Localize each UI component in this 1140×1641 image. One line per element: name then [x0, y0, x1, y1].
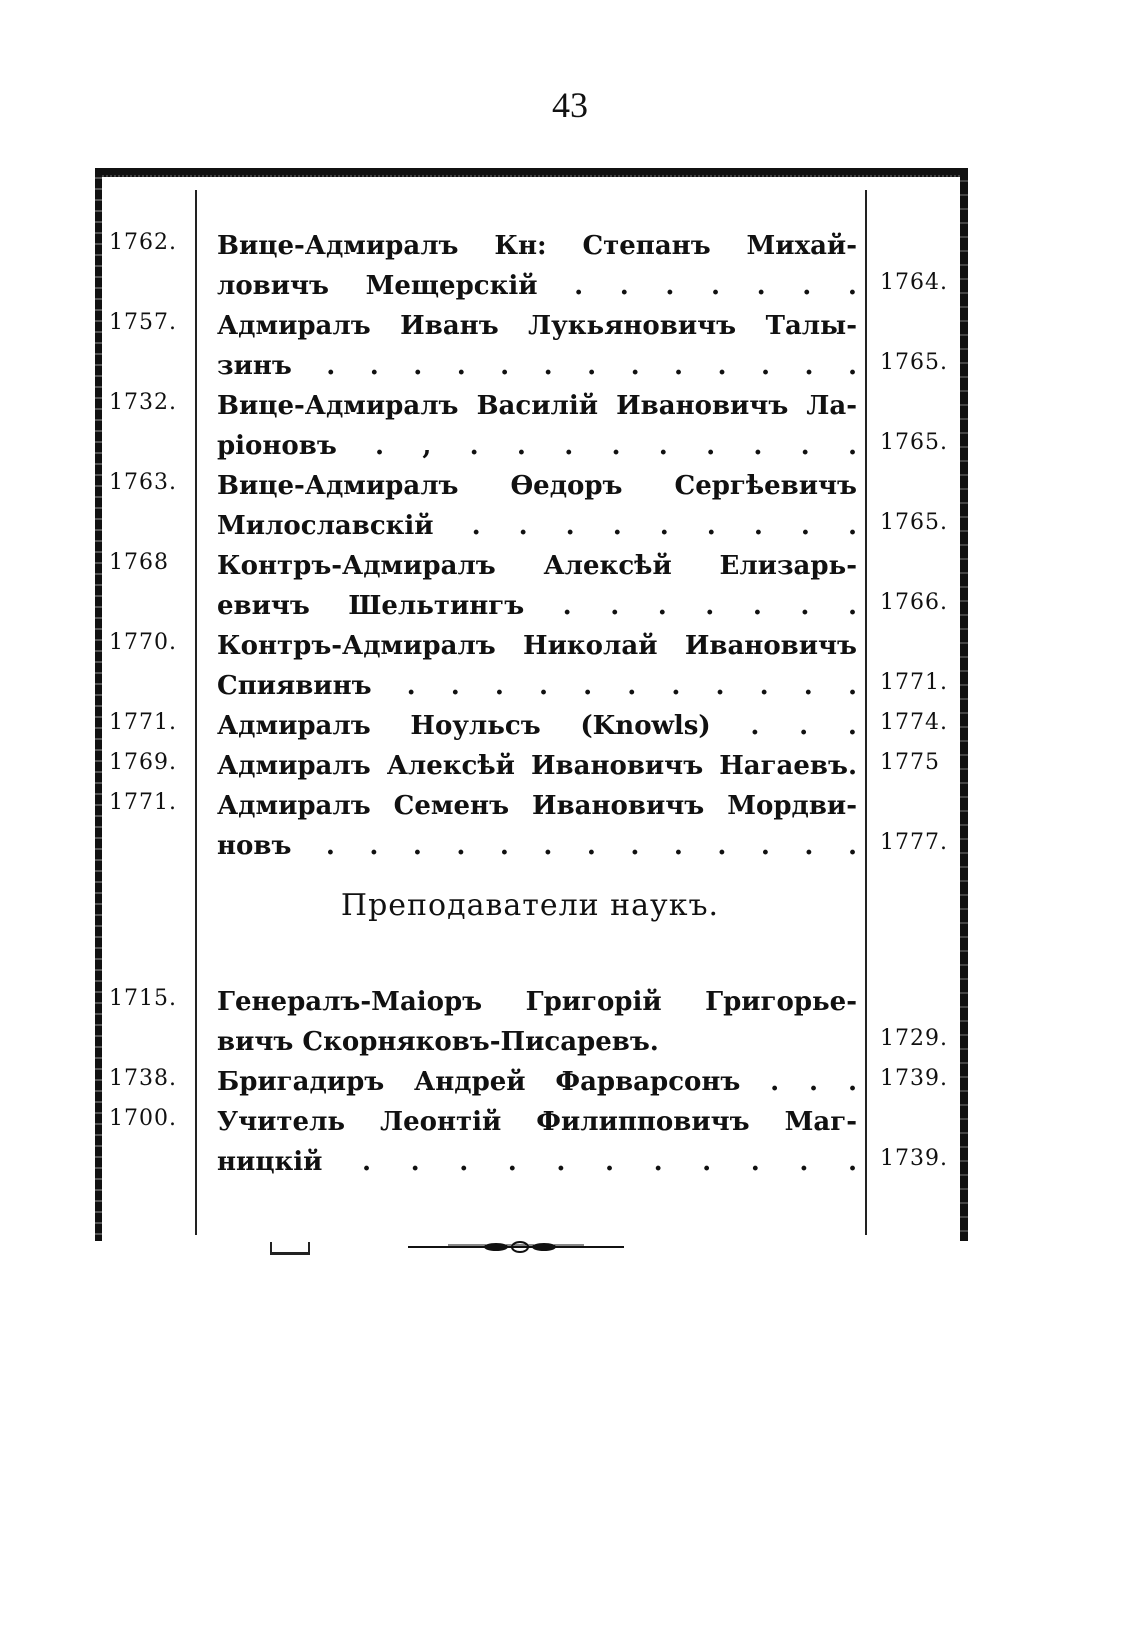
end-year: 1739. — [880, 1146, 948, 1171]
bracket-mark — [270, 1242, 310, 1255]
entry-text-line: Генералъ-Маіоръ Григорій Григорье- — [217, 987, 857, 1017]
top-border-rule — [95, 168, 968, 177]
entry-text-line: Вице-Адмиралъ Василій Ивановичъ Ла- — [217, 391, 857, 421]
entry-text-line: Спиявинъ . . . . . . . . . . . — [217, 671, 857, 701]
admirals-list — [95, 230, 968, 870]
entry-text-line: Бригадиръ Андрей Фарварсонъ . . . — [217, 1067, 857, 1097]
start-year: 1770. — [109, 630, 177, 655]
entry-text-line: Учитель Леонтій Филипповичъ Маг- — [217, 1107, 857, 1137]
entry-text-line: вичъ Скорняковъ-Писаревъ. — [217, 1027, 659, 1057]
end-year: 1765. — [880, 510, 948, 535]
entry-text-line: Адмиралъ Семенъ Ивановичъ Мордви- — [217, 791, 857, 821]
entry-text-line: Вице-Адмиралъ Кн: Степанъ Михай- — [217, 231, 857, 261]
entry-text-line: Вице-Адмиралъ Өедоръ Сергѣевичъ — [217, 471, 857, 501]
end-year: 1729. — [880, 1026, 948, 1051]
list-item — [95, 790, 968, 870]
section-heading: Преподаватели наукъ. — [340, 888, 720, 923]
list-item — [95, 630, 968, 710]
entry-text-line: Адмиралъ Иванъ Лукьяновичъ Талы- — [217, 311, 857, 341]
teachers-list — [95, 986, 968, 1186]
start-year: 1762. — [109, 230, 177, 255]
entry-text-line: ловичъ Мещерскій . . . . . . . — [217, 271, 857, 301]
end-year: 1766. — [880, 590, 948, 615]
list-item — [95, 550, 968, 630]
end-year: 1739. — [880, 1066, 948, 1091]
start-year: 1763. — [109, 470, 177, 495]
list-item — [95, 310, 968, 390]
entry-text-line: Контръ-Адмиралъ Николай Ивановичъ — [217, 631, 857, 661]
list-item — [95, 390, 968, 470]
start-year: 1768 — [109, 550, 169, 575]
start-year: 1757. — [109, 310, 177, 335]
start-year: 1715. — [109, 986, 177, 1011]
end-year: 1765. — [880, 350, 948, 375]
staff-table — [95, 168, 968, 1241]
list-item — [95, 986, 968, 1066]
entry-text-line: ріоновъ . , . . . . . . . . . — [217, 431, 857, 461]
end-year: 1765. — [880, 430, 948, 455]
entry-text-line: Адмиралъ Ноульсъ (Knowls) . . . — [217, 711, 857, 741]
start-year: 1771. — [109, 710, 177, 735]
entry-text-line: зинъ . . . . . . . . . . . . . — [217, 351, 857, 381]
list-item — [95, 710, 968, 750]
end-year: 1771. — [880, 670, 948, 695]
end-year: 1775 — [880, 750, 940, 775]
list-item — [95, 1106, 968, 1186]
entry-text-line: ницкій . . . . . . . . . . . — [217, 1147, 857, 1177]
entry-text-line: Милославскій . . . . . . . . . — [217, 511, 857, 541]
list-item — [95, 1066, 968, 1106]
page-number: 43 — [552, 85, 588, 125]
ornament-divider-icon — [408, 1240, 624, 1254]
start-year: 1700. — [109, 1106, 177, 1131]
list-item — [95, 470, 968, 550]
end-year: 1774. — [880, 710, 948, 735]
start-year: 1771. — [109, 790, 177, 815]
end-year: 1764. — [880, 270, 948, 295]
start-year: 1738. — [109, 1066, 177, 1091]
entry-text-line: Контръ-Адмиралъ Алексѣй Елизарь- — [217, 551, 857, 581]
end-year: 1777. — [880, 830, 948, 855]
start-year: 1769. — [109, 750, 177, 775]
entry-text-line: Адмиралъ Алексѣй Ивановичъ Нагаевъ. — [217, 751, 857, 781]
list-item — [95, 750, 968, 790]
start-year: 1732. — [109, 390, 177, 415]
entry-text-line: евичъ Шельтингъ . . . . . . . — [217, 591, 857, 621]
list-item — [95, 230, 968, 310]
entry-text-line: новъ . . . . . . . . . . . . . — [217, 831, 857, 861]
